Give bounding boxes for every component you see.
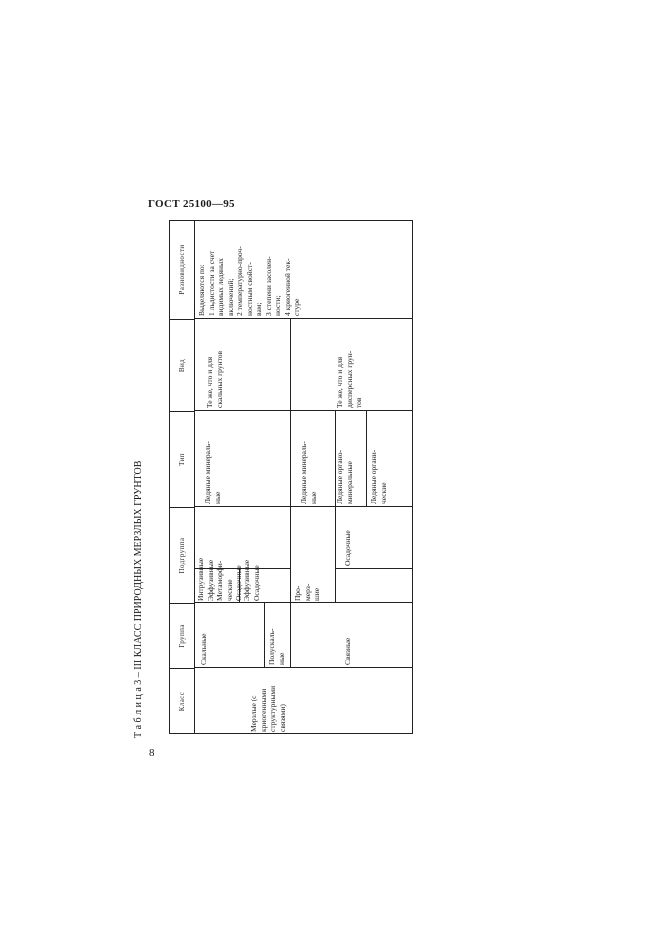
header-type: Тип <box>169 411 195 507</box>
document-code: ГОСТ 25100—95 <box>148 198 235 210</box>
table-caption: Т а б л и ц а 3 – III КЛАСС ПРИРОДНЫХ МЕРЗЛЫХ ГРУНТОВ <box>133 460 144 738</box>
row-separator <box>290 319 291 411</box>
column-separator <box>195 318 413 319</box>
header-subgroup: Подгруппа <box>169 507 195 603</box>
kind-rocky: Те же, что и для скальных грунтов <box>205 350 224 408</box>
column-separator <box>195 667 413 668</box>
column-separator <box>195 602 413 603</box>
group-bound: Связные <box>343 637 352 665</box>
subgroup-sedimentary: Осадочные <box>343 530 352 566</box>
column-separator <box>195 410 413 411</box>
group-rocky: Скальные <box>199 633 208 665</box>
type-ice-organomineral: Ледяные органо- минеральные <box>335 450 354 504</box>
row-separator <box>264 603 265 668</box>
header-group: Группа <box>169 603 195 668</box>
subgroup-inner-separator <box>335 568 413 569</box>
class-name: Мерзлые (с криогенными структурными связями) <box>249 685 287 732</box>
kind-dispersed: Те же, что и для дисперсных грун- тов <box>335 350 363 408</box>
varieties-text: Выделяются по: 1 льдистости за счет видимых ледяных включений; 2 температурно-проч- ностным свойст- вам; 3 степени засолен- ности; 4 криогенной тек- стуре <box>197 246 301 316</box>
type-ice-mineral-dispersed: Ледяные минераль- ные <box>299 441 318 504</box>
type-ice-mineral-rocky: Ледяные минераль- ные <box>203 441 222 504</box>
subgroup-frozen: Про- мерз- шие <box>293 583 321 601</box>
header-class: Класс <box>169 668 195 734</box>
header-varieties: Разновидности <box>169 220 195 319</box>
frozen-soils-table <box>169 220 413 734</box>
subgroup-rocky-list: Интрузивные Эффузивные Метаморфи- ческие Осадочные <box>196 557 243 601</box>
header-kind: Вид <box>169 319 195 411</box>
row-separator <box>335 507 336 603</box>
type-ice-organic: Ледяные органи- ческие <box>369 449 388 504</box>
group-semi-rocky: Полускаль- ные <box>267 628 286 665</box>
row-separator <box>366 411 367 507</box>
subgroup-semi-rocky-list: Эффузивные Осадочные <box>242 559 261 601</box>
row-separator <box>290 411 291 668</box>
page-number: 8 <box>149 747 155 759</box>
